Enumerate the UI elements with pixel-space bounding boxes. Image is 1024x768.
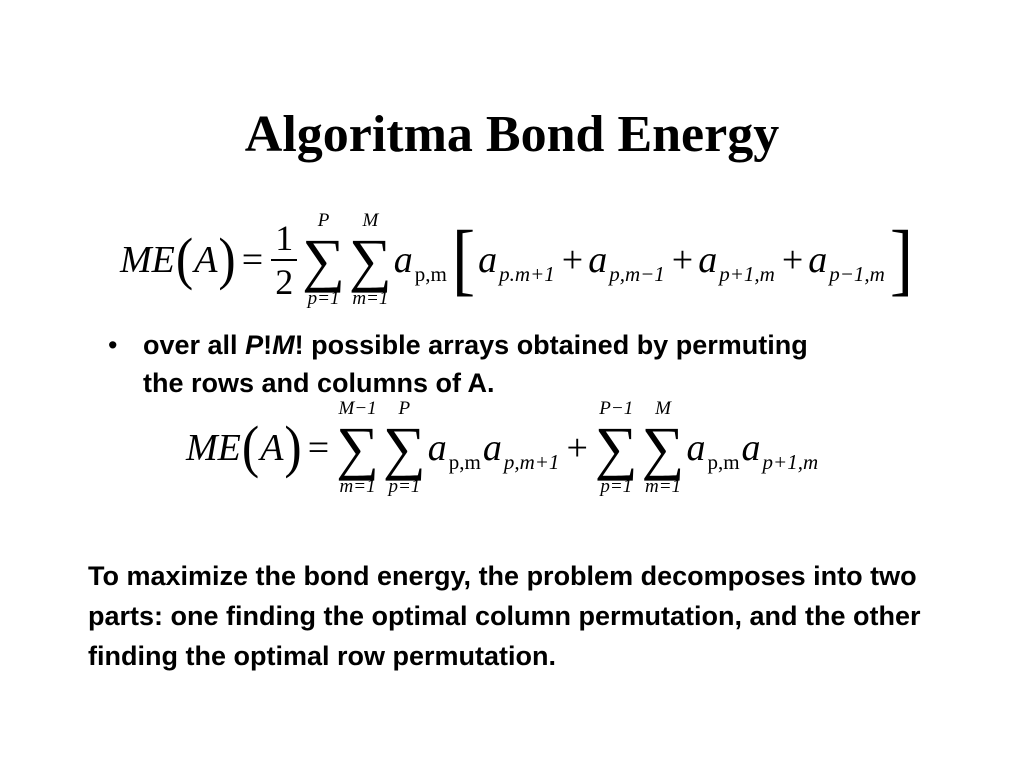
eq1-term1: [478, 239, 555, 286]
eq2-t2b-sub: [763, 452, 819, 473]
eq2-t1b-sub: [504, 452, 560, 473]
eq2-sum-4-upper: M: [655, 398, 671, 419]
eq1-sum-p: [302, 210, 345, 310]
bullet-text-before: over all: [143, 330, 246, 360]
eq2-sum-2-lower: p=1: [388, 476, 421, 497]
bullet-text: [143, 326, 828, 402]
equation-bond-energy-simplified: [186, 398, 820, 498]
eq2-sum-2-upper: P: [398, 398, 411, 419]
eq1-coefficient: [271, 219, 297, 301]
eq1-factor: [393, 239, 447, 286]
eq2-sum-3-upper: P−1: [599, 398, 634, 419]
eq2-plus: +: [566, 427, 588, 469]
eq1-close-paren: ): [218, 227, 236, 292]
slide-title: Algoritma Bond Energy: [244, 106, 780, 163]
eq1-term1-sub-text: p.m+1: [499, 262, 555, 286]
bullet-marker: •: [108, 330, 118, 360]
bullet-var-m: M: [272, 330, 295, 360]
eq2-t2a: [686, 427, 740, 474]
eq2-t1a-sub: p,m: [448, 450, 481, 474]
eq1-term3-sub: [719, 264, 775, 285]
eq1-sum-m-upper: M: [362, 210, 379, 231]
eq1-fraction-bar: [271, 259, 297, 261]
eq2-t1a: [427, 427, 481, 474]
eq1-plus-3: +: [781, 239, 804, 281]
eq2-sum-3-lower: p=1: [600, 476, 633, 497]
eq1-term1-var: a: [478, 239, 498, 281]
eq2-sigma-3: ∑: [594, 415, 638, 481]
eq2-sigma-4: ∑: [641, 415, 685, 481]
eq1-term3: [698, 239, 775, 286]
eq2-lhs: ME: [186, 427, 241, 469]
eq2-t1b-sub-text: p,m+1: [503, 450, 560, 474]
eq2-t1b: [482, 427, 560, 474]
eq1-coef-denominator: 2: [275, 262, 294, 302]
eq1-term4-sub: [829, 264, 885, 285]
eq1-open-bracket: [: [451, 215, 476, 304]
eq1-term3-var: a: [698, 239, 718, 281]
eq2-t1b-var: a: [482, 427, 502, 469]
eq2-sum-4: [642, 398, 685, 498]
eq2-sum-1: [336, 398, 379, 498]
bullet-bang-2: !: [294, 330, 304, 360]
eq2-t2a-sub: p,m: [707, 450, 740, 474]
bullet-text-after: possible arrays obtained by permuting the rows and columns of A.: [143, 330, 808, 398]
eq2-t2a-var: a: [686, 427, 706, 469]
eq1-sum-m-lower: m=1: [352, 288, 389, 309]
eq1-term1-sub: [499, 264, 555, 285]
eq1-sum-m: [349, 210, 392, 310]
eq1-term2-sub: [609, 264, 665, 285]
summary-paragraph: To maximize the bond energy, the problem decomposes into two parts: one finding the optimal column permutation, and the other finding the optimal row permutation.: [88, 561, 921, 671]
eq2-t2b: [741, 427, 819, 474]
eq1-plus-1: +: [561, 239, 584, 281]
eq2-sum-4-lower: m=1: [645, 476, 682, 497]
eq1-term4-sub-text: p−1,m: [829, 262, 885, 286]
eq1-term4: [808, 239, 885, 286]
eq1-term3-sub-text: p+1,m: [719, 262, 775, 286]
eq2-close-paren: ): [284, 415, 302, 480]
eq1-factor-var: a: [393, 239, 413, 281]
eq1-term2-var: a: [588, 239, 608, 281]
eq1-lhs: ME: [120, 239, 175, 281]
eq2-t2b-var: a: [741, 427, 761, 469]
eq1-sigma-p: ∑: [302, 227, 345, 293]
eq1-factor-sub: p,m: [414, 262, 447, 286]
bullet-bang-1: !: [263, 330, 273, 360]
eq2-sum-1-lower: m=1: [339, 476, 376, 497]
eq1-open-paren: (: [175, 227, 194, 292]
eq2-t1a-var: a: [427, 427, 447, 469]
eq2-sum-1-upper: M−1: [338, 398, 377, 419]
eq2-sigma-2: ∑: [382, 415, 426, 481]
eq1-term2: [588, 239, 665, 286]
eq2-t2b-sub-text: p+1,m: [762, 450, 819, 474]
eq1-coef-numerator: 1: [275, 218, 294, 258]
bullet-var-p: P: [245, 330, 264, 360]
eq1-sigma-m: ∑: [348, 227, 392, 293]
eq2-lhs-arg: A: [260, 427, 284, 469]
eq1-term4-var: a: [808, 239, 828, 281]
eq1-lhs-arg: A: [194, 239, 218, 281]
eq2-equals: =: [307, 427, 330, 469]
equation-bond-energy-full: [120, 210, 916, 310]
eq1-plus-2: +: [671, 239, 694, 281]
eq2-sum-2: [383, 398, 426, 498]
eq1-term2-sub-text: p,m−1: [609, 262, 665, 286]
eq2-sum-3: [595, 398, 638, 498]
eq1-sum-p-lower: p=1: [307, 288, 340, 309]
eq1-equals: =: [241, 239, 264, 281]
eq2-open-paren: (: [241, 415, 260, 480]
eq1-sum-p-upper: P: [317, 210, 330, 231]
eq1-close-bracket: ]: [889, 215, 914, 304]
bullet-item: [108, 326, 828, 402]
eq2-sigma-1: ∑: [336, 415, 379, 481]
